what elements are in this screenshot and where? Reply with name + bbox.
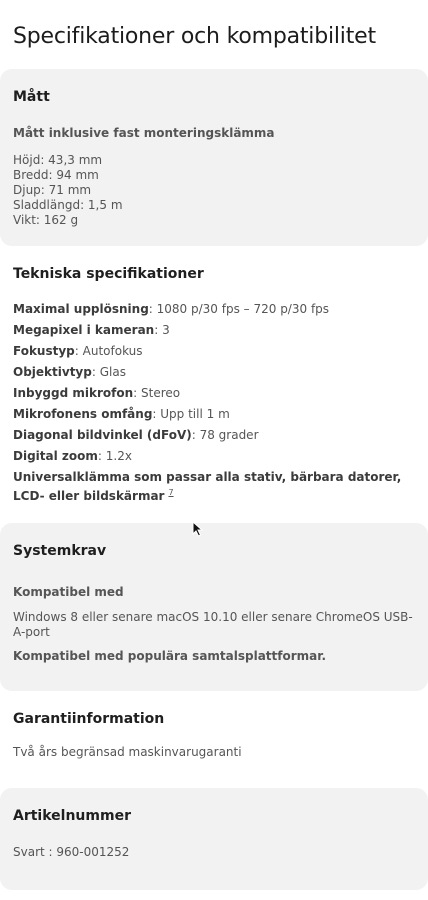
spec-value: : Stereo xyxy=(133,386,181,400)
tech-specs-list xyxy=(13,299,413,504)
clamp-text: Universalklämma som passar alla stativ, bärbara datorer, LCD- eller bildskärmar xyxy=(13,470,402,503)
dimension-height: Höjd: 43,3 mm xyxy=(13,153,103,167)
compatible-heading: Kompatibel med xyxy=(13,585,124,599)
spec-value: : Autofokus xyxy=(74,344,143,358)
spec-row xyxy=(13,320,413,341)
dimensions-title: Mått xyxy=(13,89,50,105)
article-number-title: Artikelnummer xyxy=(13,808,131,824)
dimensions-subheading: Mått inklusive fast monteringsklämma xyxy=(13,126,275,140)
spec-row xyxy=(13,446,413,467)
warranty-title: Garantiinformation xyxy=(13,711,165,727)
compatible-text: Windows 8 eller senare macOS 10.10 eller senare ChromeOS USB-A-port xyxy=(13,610,413,639)
footnote-link[interactable]: 7 xyxy=(168,488,174,497)
dimensions-list xyxy=(13,153,123,228)
spec-label: Digital zoom xyxy=(13,449,98,463)
dimension-cable-length: Sladdlängd: 1,5 m xyxy=(13,198,123,212)
article-number-section xyxy=(0,788,428,890)
tech-specs-title: Tekniska specifikationer xyxy=(13,266,204,282)
spec-value: : 1.2x xyxy=(97,449,132,463)
page-title: Specifikationer och kompatibilitet xyxy=(13,24,376,49)
spec-label: Diagonal bildvinkel (dFoV) xyxy=(13,428,192,442)
warranty-section xyxy=(0,691,428,788)
spec-label: Fokustyp xyxy=(13,344,75,358)
system-requirements-title: Systemkrav xyxy=(13,543,107,559)
clamp-spec xyxy=(13,467,413,504)
spec-row xyxy=(13,362,413,383)
spec-row xyxy=(13,299,413,320)
article-number-text: Svart : 960-001252 xyxy=(13,845,130,859)
warranty-text: Två års begränsad maskinvarugaranti xyxy=(13,745,242,759)
dimension-width: Bredd: 94 mm xyxy=(13,168,99,182)
dimension-weight: Vikt: 162 g xyxy=(13,213,79,227)
spec-row xyxy=(13,341,413,362)
spec-label: Inbyggd mikrofon xyxy=(13,386,134,400)
spec-value: : 78 grader xyxy=(191,428,259,442)
mouse-cursor-icon xyxy=(192,521,204,537)
spec-value: : Glas xyxy=(91,365,126,379)
platforms-text: Kompatibel med populära samtalsplattformar. xyxy=(13,649,327,663)
spec-row xyxy=(13,383,413,404)
spec-value: : 3 xyxy=(154,323,170,337)
spec-row xyxy=(13,404,413,425)
spec-label: Objektivtyp xyxy=(13,365,92,379)
spec-row xyxy=(13,425,413,446)
system-requirements-section xyxy=(0,523,428,691)
spec-value: : 1080 p/30 fps – 720 p/30 fps xyxy=(148,302,330,316)
dimension-depth: Djup: 71 mm xyxy=(13,183,92,197)
spec-label: Mikrofonens omfång xyxy=(13,407,153,421)
tech-specs-section xyxy=(0,246,428,523)
dimensions-section xyxy=(0,69,428,246)
spec-label: Maximal upplösning xyxy=(13,302,149,316)
spec-label: Megapixel i kameran xyxy=(13,323,155,337)
spec-value: : Upp till 1 m xyxy=(152,407,230,421)
